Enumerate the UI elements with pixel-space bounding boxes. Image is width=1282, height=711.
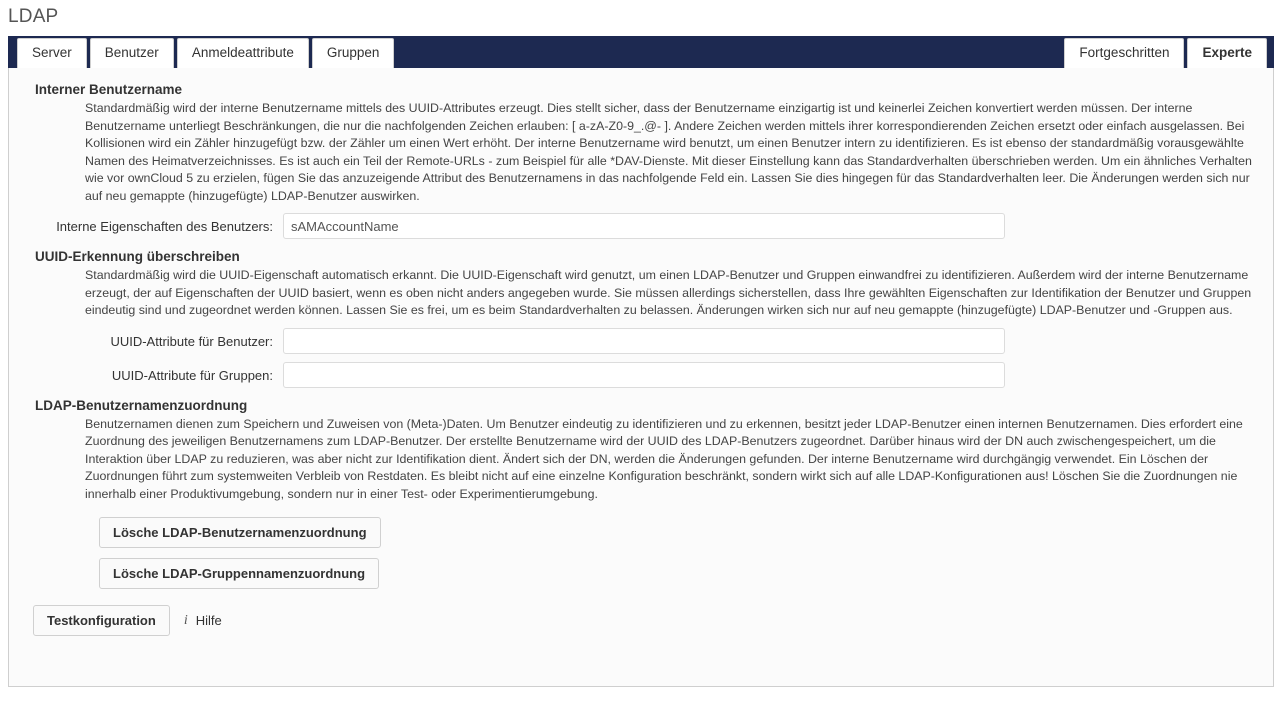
uuid-user-attribute-label: UUID-Attribute für Benutzer: [110, 333, 273, 349]
info-icon: i [183, 612, 188, 628]
uuid-user-attribute-input[interactable] [283, 328, 1005, 354]
section-title-uuid-override: UUID-Erkennung überschreiben [35, 249, 240, 264]
uuid-group-attribute-label: UUID-Attribute für Gruppen: [111, 367, 273, 383]
clear-ldap-groupname-mapping-button[interactable]: Lösche LDAP-Gruppennamenzuordnung [99, 558, 379, 589]
uuid-group-attribute-input[interactable] [283, 362, 1005, 388]
uuid-group-attribute-row [23, 362, 1259, 388]
tab-fortgeschritten[interactable]: Fortgeschritten [1064, 38, 1184, 68]
internal-username-input[interactable] [283, 213, 1005, 239]
section-title-internal-username: Interner Benutzername [35, 82, 183, 97]
tabs-left-group [9, 37, 397, 68]
test-configuration-button[interactable]: Testkonfiguration [33, 605, 170, 636]
tab-anmeldeattribute[interactable]: Anmeldeattribute [177, 38, 309, 68]
tab-benutzer[interactable]: Benutzer [90, 38, 174, 68]
help-link[interactable]: Hilfe [195, 613, 222, 628]
tab-server[interactable]: Server [17, 38, 87, 68]
tab-experte[interactable]: Experte [1187, 38, 1267, 68]
expert-settings-panel [8, 68, 1274, 687]
section-description-uuid-override: Standardmäßig wird die UUID-Eigenschaft automatisch erkannt. Die UUID-Eigenschaft wird genutzt, um einen LDAP-Benutzer und Gruppen einwandfrei zu identifizieren. Außerdem wird der interne Benutzername erzeugt, der auf Eigenschaften der UUID basiert, wenn es oben nicht anders angegeben wurde. Sie müssen allerdings sicherstellen, dass Ihre gewählten Eigenschaften zur Identifikation der Benutzer und Gruppen eindeutig sind und zugeordnet werden können. Lassen Sie es frei, um es beim Standardverhalten zu belassen. Änderungen wirken sich nur auf neu gemappte (hinzugefügte) LDAP-Benutzer und -Gruppen aus. [85, 268, 1252, 317]
internal-username-row [23, 213, 1259, 239]
tab-gruppen[interactable]: Gruppen [312, 38, 395, 68]
clear-ldap-username-mapping-button[interactable]: Lösche LDAP-Benutzernamenzuordnung [99, 517, 381, 548]
footer-actions [33, 605, 1259, 636]
section-title-username-mapping: LDAP-Benutzernamenzuordnung [35, 397, 248, 413]
tabs-right-group [1061, 37, 1273, 68]
internal-username-label: Interne Eigenschaften des Benutzers: [56, 219, 273, 234]
page-title: LDAP [8, 6, 59, 27]
tab-bar [8, 36, 1274, 68]
section-description-username-mapping: Benutzernamen dienen zum Speichern und Zuweisen von (Meta-)Daten. Um Benutzer eindeutig zu identifizieren und zu erkennen, besitzt jeder LDAP-Benutzer einen internen Benutzernamen. Dies erfordert eine Zuordnung des jeweiligen Benutzernamens zum LDAP-Benutzer. Der erstellte Benutzername wird der UUID des LDAP-Benutzers zugeordnet. Darüber hinaus wird der DN auch zwischengespeichert, um die Interaktion über LDAP zu reduzieren, was aber nicht zur Identifikation dient. Ändert sich der DN, werden die Änderungen gefunden. Der interne Benutzername wird durchgängig verwendet. Ein Löschen der Zuordnungen führt zum systemweiten Verbleib von Restdaten. Es bleibt nicht auf eine einzelne Konfiguration beschränkt, sondern wirkt sich auf alle LDAP-Konfigurationen aus! Löschen Sie die Zuordnungen nie innerhalb einer Produktivumgebung, sondern nur in einer Test- oder Experimentierumgebung. [85, 416, 1243, 501]
uuid-user-attribute-row [23, 328, 1259, 354]
section-description-internal-username: Standardmäßig wird der interne Benutzername mittels des UUID-Attributes erzeugt. Dies stellt sicher, dass der Benutzername einzigartig ist und keinerlei Zeichen konvertiert werden müssen. Der interne Benutzername unterliegt Beschränkungen, die nur die nachfolgenden Zeichen erlauben: [ a-zA-Z0-9_.@- ]. Andere Zeichen werden mittels ihrer korrespondierenden Zeichen ersetzt oder einfach ausgelassen. Bei Kollisionen wird ein Zähler hinzugefügt bzw. der Zähler um einen Wert erhöht. Der interne Benutzername wird benutzt, um einen Benutzer intern zu identifizieren. Es ist ebenso der standardmäßig vorausgewählte Namen des Heimatverzeichnisses. Es ist auch ein Teil der Remote-URLs - zum Beispiel für alle *DAV-Dienste. Mit dieser Einstellung kann das Standardverhalten überschrieben werden. Um ein ähnliches Verhalten wie vor ownCloud 5 zu erzielen, fügen Sie das anzuzeigende Attribut des Benutzernamens in das nachfolgende Feld ein. Lassen Sie dies hingegen für das Standardverhalten leer. Die Änderungen werden sich nur auf neu gemappte (hinzugefügte) LDAP-Benutzer auswirken. [85, 101, 1252, 203]
